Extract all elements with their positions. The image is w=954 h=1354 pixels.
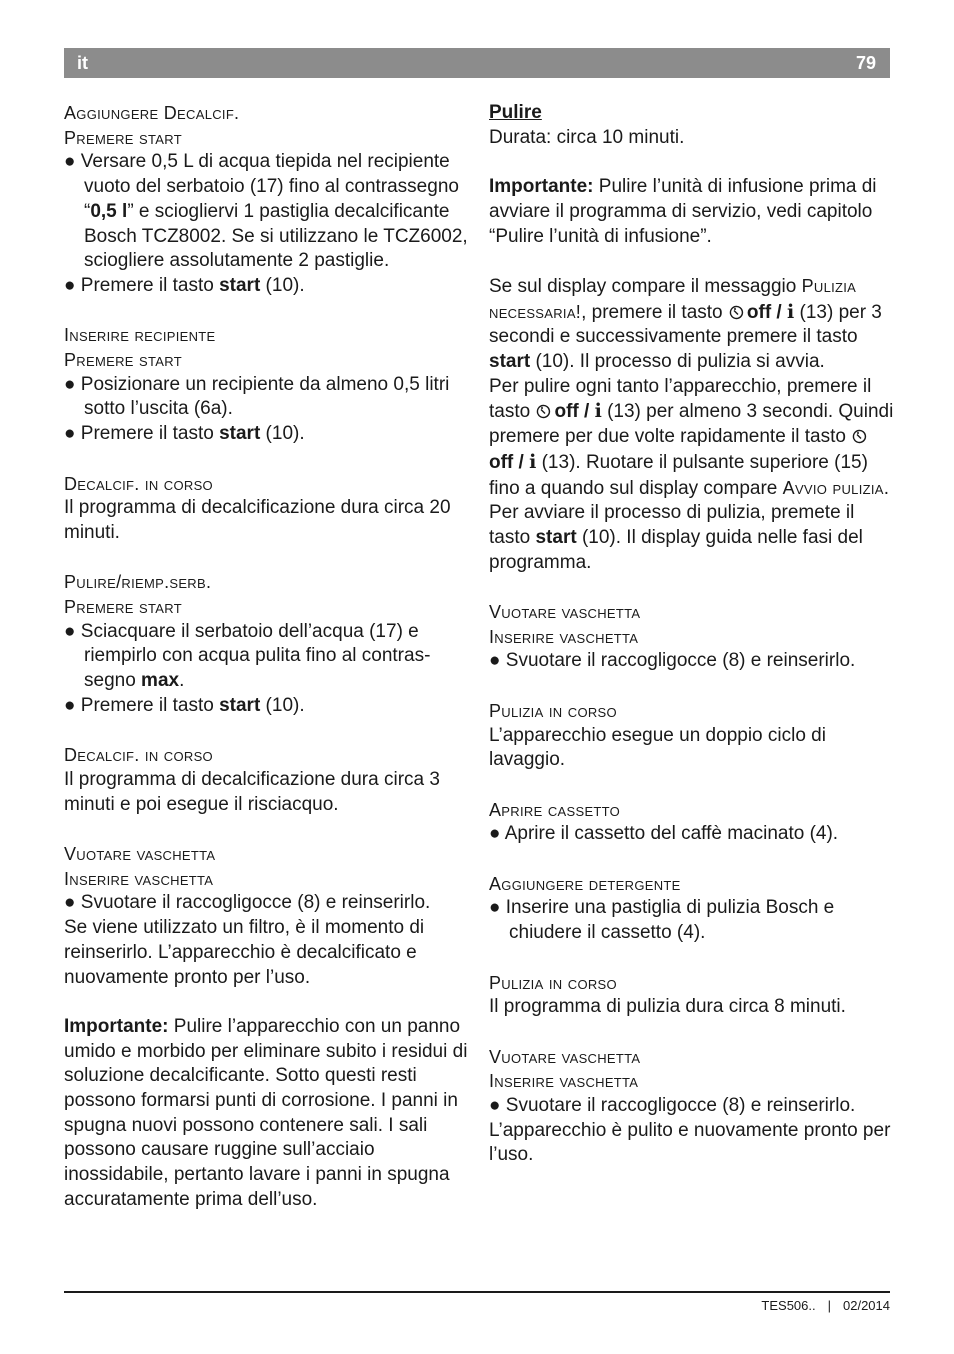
display-message: Aggiungere detergente [489, 873, 681, 894]
list-item: ● Premere il tasto start (10). [64, 423, 305, 445]
section-title: Pulire [489, 102, 542, 123]
list-item: ● Posizionare un recipiente da almeno 0,5 litri sotto l’uscita (6a). [64, 373, 450, 420]
bullet: ● [64, 373, 76, 395]
display-message: Pulizia in corso [489, 972, 617, 993]
display-message: Pulizia necessaria! [489, 275, 857, 322]
bullet: ● [64, 620, 76, 642]
model-number: TES506.. [761, 1298, 816, 1313]
paragraph: Il programma di decalcificazione dura circa 3 minuti e poi esegue il risciacquo. [64, 768, 440, 815]
bullet: ● [64, 274, 76, 296]
footer-rule [64, 1291, 890, 1293]
paragraph: Se viene utilizzato un filtro, è il momento di reinserirlo. L’apparecchio è decalcificato e nuovamente pronto per l’uso. [64, 917, 425, 988]
list-item: ● Sciacquare il serbatoio dell’acqua (17) e riempirlo con acqua pulita fino al contrassegno max. [64, 620, 431, 692]
display-message: Vuotare vaschetta [64, 844, 216, 865]
paragraph: Per pulire ogni tanto l’apparecchio, premere il tasto off / i (13) per almeno 3 secondi. Quindi premere per due volte rapidamente il tasto off / i (13). Ruotare il pulsante superiore (15) fino a quando sul display compare Avvio pulizia. Per avviare il processo di pulizia, premete il tasto start (10). Il display guida nelle fasi del programma. [489, 375, 894, 573]
display-message: Aprire cassetto [489, 799, 621, 820]
cleaning-symbol-icon [851, 428, 867, 444]
bullet: ● [489, 1095, 501, 1116]
bullet: ● [489, 897, 501, 919]
list-item: ● Versare 0,5 L di acqua tiepida nel recipiente vuoto del serbatoio (17) fino al contrassegno “0,5 l” e sciogliervi 1 pastiglia decalcificante Bosch TCZ8002. Se si utilizzano le TCZ6002, sciogliere assolutamente 2 pastiglie. [64, 151, 468, 272]
footer-separator: | [827, 1298, 831, 1313]
display-message: Decalcif. in corso [64, 745, 213, 766]
important-note: Importante: Pulire l’unità di infusione prima di avviare il programma di servizio, vedi capitolo “Pulire l’unità di infusione”. [489, 176, 877, 247]
display-message: Avvio pulizia [782, 477, 884, 498]
display-message: Decalcif. in corso [64, 473, 213, 494]
paragraph: Se sul display compare il messaggio Pulizia necessaria!, premere il tasto off / i (13) per 3 secondi e successivamente premere il tasto start (10). Il processo di pulizia si avvia. [489, 275, 882, 372]
bullet: ● [64, 892, 76, 914]
print-date: 02/2014 [843, 1298, 890, 1313]
display-message: Inserire vaschetta [489, 626, 639, 647]
list-item: ● Svuotare il raccogligocce (8) e reinserirlo. [489, 650, 856, 672]
language-label: it [77, 53, 88, 73]
paragraph: Il programma di pulizia dura circa 8 minuti. [489, 996, 846, 1018]
right-column [489, 101, 894, 1168]
display-message: Vuotare vaschetta [489, 602, 641, 623]
display-message: Premere start [64, 350, 182, 371]
paragraph: Il programma di decalcificazione dura circa 20 minuti. [64, 497, 451, 543]
page-footer [761, 1298, 890, 1313]
display-message: Premere start [64, 127, 182, 148]
cleaning-symbol-icon [535, 403, 551, 419]
bullet: ● [64, 151, 76, 173]
important-note: Importante: Pulire l’apparecchio con un panno umido e morbido per eliminare subito i residui di soluzione decalcificante. Sotto questi resti possono formarsi punti di corrosione. I panni in spugna nuovi possono contenere sali. I sali possono causare ruggine sull’acciaio inossidabile, pertanto lavare i panni in spugna accuratamente prima dell’uso. [64, 1015, 468, 1210]
paragraph: L’apparecchio esegue un doppio ciclo di lavaggio. [489, 724, 826, 771]
bullet: ● [64, 423, 76, 445]
bullet: ● [64, 694, 76, 716]
bullet: ● [489, 823, 501, 845]
display-message: Aggiungere Decalcif. [64, 103, 240, 123]
display-message: Pulizia in corso [489, 700, 617, 721]
bullet: ● [489, 650, 501, 672]
paragraph: L’apparecchio è pulito e nuovamente pronto per l’uso. [489, 1119, 891, 1166]
cleaning-symbol-icon [728, 304, 744, 320]
display-message: Pulire/riemp.serb. [64, 572, 212, 593]
list-item: ● Premere il tasto start (10). [64, 694, 305, 716]
display-message: Inserire recipiente [64, 325, 216, 346]
display-message: Premere start [64, 597, 182, 618]
list-item: ● Svuotare il raccogligocce (8) e reinserirlo. [489, 1095, 856, 1116]
page-header [64, 48, 890, 78]
list-item: ● Premere il tasto start (10). [64, 274, 305, 296]
list-item: ● Svuotare il raccogligocce (8) e reinserirlo. [64, 892, 431, 914]
left-column [64, 101, 469, 1213]
display-message: Inserire vaschetta [489, 1071, 639, 1092]
list-item: ● Aprire il cassetto del caffè macinato (4). [489, 823, 839, 845]
display-message: Vuotare vaschetta [489, 1046, 641, 1067]
page-number: 79 [855, 53, 876, 73]
list-item: ● Inserire una pastiglia di pulizia Bosch e chiudere il cassetto (4). [489, 897, 835, 944]
display-message: Inserire vaschetta [64, 868, 214, 889]
duration-text: Durata: circa 10 minuti. [489, 126, 685, 148]
